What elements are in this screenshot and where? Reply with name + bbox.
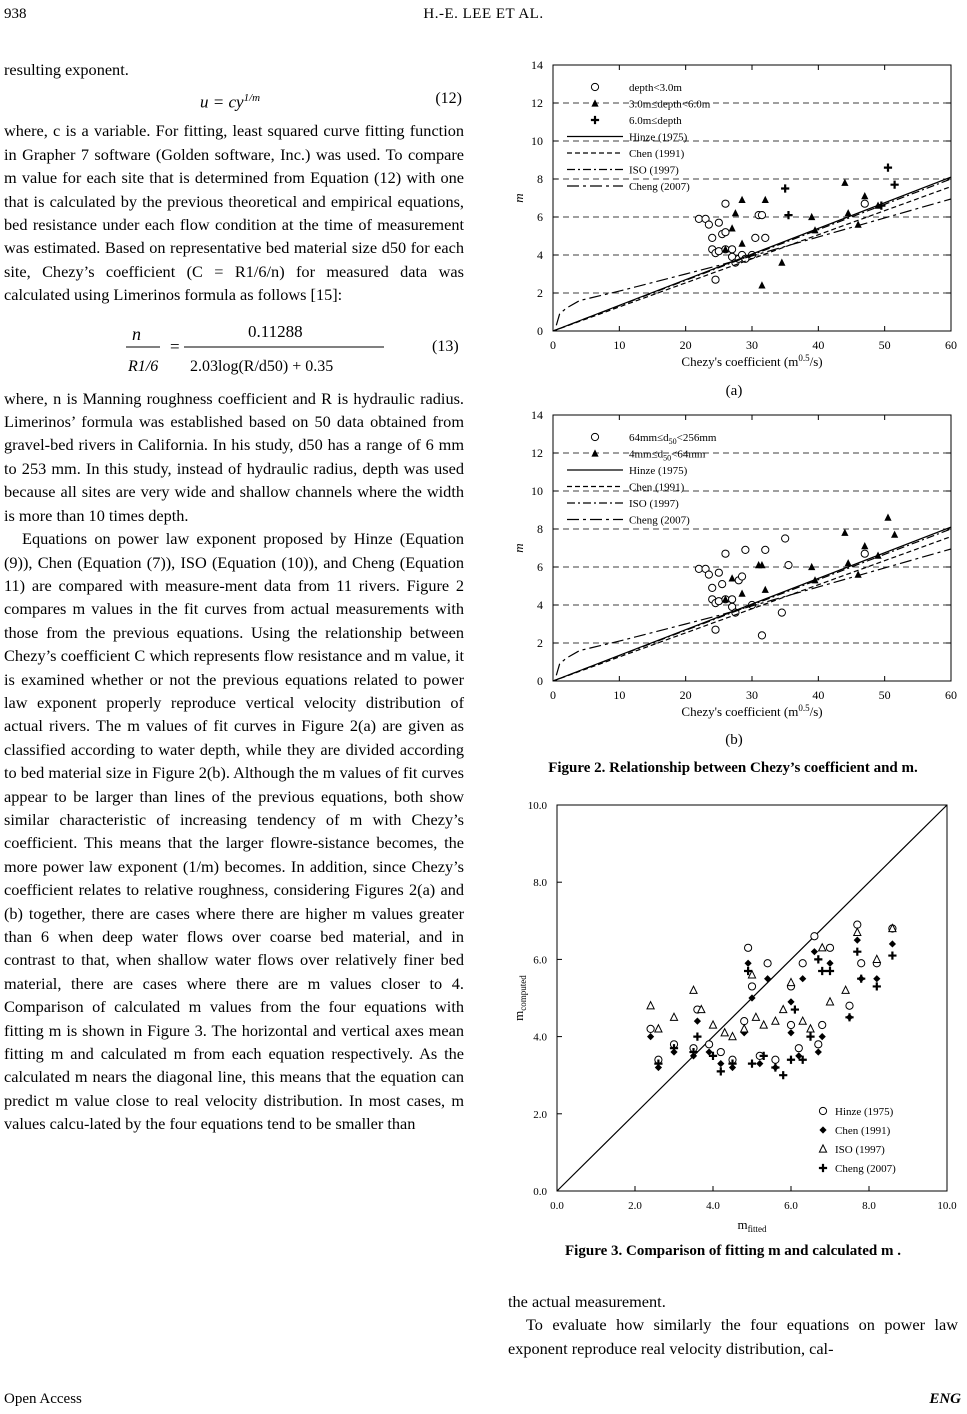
legend-label: Chen (1991)	[835, 1125, 891, 1137]
data-point	[705, 221, 712, 228]
data-point	[826, 998, 833, 1005]
x-tick-label: 10	[613, 338, 626, 352]
x-tick-label: 60	[945, 688, 957, 702]
paragraph-3: where, n is Manning roughness coefficient and R is hydraulic radius. Limerinos’ formula was established based on 50 data obtained from gravel-bed rivers in California. In his study, d50 has a range of 6 mm to 253 mm. In this study, instead of hydraulic radius, depth was used because all sites are very wide and shallow channels where the width is more than 10 times depth.	[4, 388, 464, 525]
data-point	[811, 948, 818, 955]
data-point	[772, 1017, 779, 1024]
eq13-num-right: 0.11288	[248, 321, 303, 341]
series-line	[553, 187, 951, 331]
data-point	[748, 983, 755, 990]
y-tick-label: 6.0	[533, 954, 547, 967]
data-point	[752, 1013, 759, 1020]
eq12-sup: 1/m	[243, 92, 261, 105]
data-point	[762, 234, 769, 241]
figure-2a-label: (a)	[725, 383, 743, 399]
data-point	[690, 986, 697, 993]
data-point	[729, 574, 736, 581]
data-point	[780, 1005, 787, 1012]
data-point	[808, 213, 815, 220]
running-title: H.-E. LEE ET AL.	[423, 6, 544, 22]
x-tick-label: 20	[679, 338, 692, 352]
data-point	[764, 960, 771, 967]
legend-symbol	[591, 433, 598, 440]
data-point	[741, 1025, 748, 1032]
x-tick-label: 30	[746, 688, 758, 702]
data-point	[715, 219, 722, 226]
eq12-lhs: u = cy	[200, 93, 244, 113]
legend-label: ISO (1997)	[629, 498, 679, 510]
data-point	[861, 550, 868, 557]
data-point	[791, 1005, 799, 1013]
data-point	[799, 960, 806, 967]
y-tick-label: 4.0	[533, 1031, 547, 1044]
data-point	[655, 1025, 662, 1032]
data-point	[738, 196, 745, 203]
paragraph-6: To evaluate how similarly the four equations on power law exponent reproduce real velocity distribution, cal-	[508, 1315, 958, 1358]
data-point	[732, 209, 739, 216]
data-point	[717, 1060, 724, 1067]
data-point	[719, 581, 726, 588]
series-line	[553, 537, 951, 681]
x-tick-label: 6.0	[784, 1200, 798, 1212]
page-number: 938	[4, 6, 27, 22]
legend	[567, 432, 717, 527]
data-point	[762, 586, 769, 593]
data-point	[729, 246, 736, 253]
right-column-text	[508, 1290, 958, 1360]
data-point	[795, 1052, 802, 1059]
data-point	[873, 955, 880, 962]
data-point	[845, 1013, 853, 1021]
y-tick-label: 2.0	[533, 1108, 547, 1121]
legend-symbol	[819, 1164, 827, 1172]
y-axis-label: m	[511, 543, 526, 553]
figure-3-chart	[505, 795, 965, 1235]
y-tick-label: 8	[537, 172, 543, 186]
eq13-den-right: 2.03log(R/d50) + 0.35	[190, 357, 334, 375]
legend-label: $64mm\le d_{50}<256mm$	[629, 432, 717, 446]
data-point	[705, 571, 712, 578]
data-point	[722, 550, 729, 557]
data-point	[807, 1025, 814, 1032]
data-point	[758, 281, 765, 288]
data-point	[814, 955, 822, 963]
data-point	[811, 933, 818, 940]
data-point	[647, 1033, 654, 1040]
data-point	[712, 276, 719, 283]
y-tick-label: 0	[537, 324, 543, 338]
eq12-number: (12)	[435, 90, 462, 108]
y-tick-label: 6	[537, 210, 543, 224]
data-point	[729, 596, 736, 603]
data-point	[884, 164, 892, 172]
data-point	[693, 1033, 701, 1041]
legend-label: $4mm\le d_{50}<64mm$	[629, 448, 706, 463]
eq13-equals: =	[170, 336, 180, 356]
data-point	[717, 1067, 725, 1075]
legend-label: ISO (1997)	[629, 164, 679, 177]
legend-symbol	[591, 116, 599, 124]
data-point	[889, 940, 896, 947]
y-tick-label: 0.0	[533, 1186, 547, 1198]
data-point	[717, 1048, 724, 1055]
data-point	[706, 1041, 713, 1048]
data-point	[738, 590, 745, 597]
footer-journal: ENG	[929, 1391, 961, 1407]
legend-label: Cheng (2007)	[629, 181, 690, 193]
y-tick-label: 12	[531, 96, 543, 110]
data-point	[722, 229, 729, 236]
data-point	[861, 200, 868, 207]
data-point	[891, 181, 899, 189]
x-tick-label: 2.0	[628, 1200, 642, 1212]
data-point	[845, 559, 852, 566]
data-point	[815, 1048, 822, 1055]
legend-symbol	[819, 1107, 826, 1114]
legend-symbol	[819, 1145, 826, 1152]
x-tick-label: 4.0	[706, 1200, 720, 1212]
data-point	[712, 626, 719, 633]
legend-symbol	[591, 83, 598, 90]
data-point	[787, 1021, 794, 1028]
legend	[819, 1106, 896, 1175]
data-point	[841, 179, 848, 186]
x-axis-label: $m_{fitted}$	[737, 1217, 767, 1234]
data-point	[706, 1048, 713, 1055]
x-tick-label: 10.0	[937, 1200, 957, 1212]
data-point	[742, 546, 749, 553]
data-point	[647, 1002, 654, 1009]
data-point	[738, 573, 745, 580]
data-point	[748, 1060, 756, 1068]
figure-2a-chart	[505, 55, 965, 375]
eq13-number: (13)	[432, 337, 459, 355]
data-point	[779, 1071, 787, 1079]
y-tick-label: 14	[531, 408, 543, 422]
data-point	[873, 975, 880, 982]
data-point	[806, 1033, 814, 1041]
data-point	[845, 209, 852, 216]
x-tick-label: 40	[812, 338, 825, 352]
x-tick-label: 60	[945, 338, 957, 352]
legend-label: Hinze (1975)	[629, 465, 688, 477]
data-point	[857, 975, 865, 983]
data-point	[745, 960, 752, 967]
y-tick-label: 12	[531, 446, 543, 460]
figure-2-caption: Figure 2. Relationship between Chezy’s coefficient and m.	[548, 760, 918, 776]
x-tick-label: 20	[679, 688, 692, 702]
x-tick-label: 30	[746, 338, 758, 352]
legend-symbol	[819, 1126, 826, 1133]
data-point	[715, 598, 722, 605]
data-point	[762, 546, 769, 553]
data-point	[781, 184, 789, 192]
x-tick-label: 10	[613, 688, 626, 702]
data-point	[808, 563, 815, 570]
data-point	[758, 212, 765, 219]
figure-2b-chart	[505, 405, 965, 725]
data-point	[778, 259, 785, 266]
paragraph-4: Equations on power law exponent proposed by Hinze (Equation (9)), Chen (Equation (7)), ISO (Equation (10)), and Cheng (Equation 11) are compared with measure-ment data from 11 rivers. Figure 2 compares m values in the fit curves from actual measurements with those from the previous equations. Using the relationship between Chezy’s coefficient C which represents flow resistance and m value, it is examined whether or not the previous equations related to power law exponent properly reproduce vertical velocity distribution of actual rivers. The m values of fit curves in Figure 2(a) are given as classified according to water depth, while they are divided according to bed material size in Figure 2(b). Although the m values of fit curves appear to be larger than lines of the previous equations, both show similar characteristic of increasing tendency of m with Chezy’s coefficient. This means that the larger flowre-sistance becomes, the more power law exponent (1/m) becomes. In addition, since Chezy’s coefficient relates to relative roughness, considering Figures 2(a) and (b) together, there are cases where there are higher m values greater than 6 when deep water flows over coarse bed material, and in contrast to that, when shallow water flows over relatively finer bed material, there are cases where there are m values closer to 4. Comparison of calculated m values from the four equations with fitting m is shown in Figure 3. The horizontal and vertical axes mean fitting m and calculated m from each equation respectively. As the calculated m nears the diagonal line, this means that the equation can predict m value close to real velocity distribution. In most cases, m values calcu-lated by the four equations tend to be smaller than	[4, 529, 464, 1134]
eq13-svg	[4, 307, 464, 387]
x-tick-label: 50	[878, 688, 891, 702]
y-tick-label: 2	[537, 286, 543, 300]
left-column	[4, 58, 464, 1136]
y-tick-label: 14	[531, 58, 543, 72]
data-point	[709, 584, 716, 591]
data-point	[861, 542, 868, 549]
y-tick-label: 10.0	[527, 800, 547, 812]
data-point	[695, 565, 702, 572]
data-point	[758, 632, 765, 639]
plot-area	[553, 514, 951, 682]
y-tick-label: 4	[537, 598, 543, 612]
legend-label: Hinze (1975)	[835, 1106, 894, 1118]
x-tick-label: 0	[550, 688, 556, 702]
data-point	[891, 531, 898, 538]
x-tick-label: 0.0	[550, 1200, 564, 1212]
data-point	[785, 562, 792, 569]
data-point	[764, 975, 771, 982]
legend-label: Chen (1991)	[629, 148, 685, 160]
data-point	[853, 948, 861, 956]
equation-12	[4, 81, 464, 119]
y-tick-label: 10	[531, 134, 543, 148]
data-point	[795, 1045, 802, 1052]
y-tick-label: 4	[537, 248, 543, 262]
data-point	[722, 200, 729, 207]
paragraph-5: the actual measurement.	[508, 1292, 666, 1311]
data-point	[884, 514, 891, 521]
figure-3-caption: Figure 3. Comparison of fitting m and calculated m .	[565, 1243, 901, 1259]
data-point	[729, 1033, 736, 1040]
data-point	[826, 960, 833, 967]
footer-open-access: Open Access	[4, 1391, 82, 1407]
legend-label: ISO (1997)	[835, 1144, 885, 1156]
data-point	[787, 998, 794, 1005]
data-point	[695, 215, 702, 222]
legend	[567, 82, 711, 193]
data-point	[738, 240, 745, 247]
data-point	[818, 967, 826, 975]
data-point	[861, 192, 868, 199]
data-point	[787, 1056, 795, 1064]
data-point	[858, 960, 865, 967]
data-point	[854, 928, 861, 935]
data-point	[873, 982, 881, 990]
x-tick-label: 0	[550, 338, 556, 352]
y-axis-label: $m_{computed}$	[511, 975, 528, 1021]
data-point	[782, 535, 789, 542]
y-axis-label: m	[511, 193, 526, 203]
data-point	[772, 1056, 779, 1063]
x-axis-label: Chezy's coefficient $(m^{0.5}/s)$	[681, 703, 823, 719]
eq13-num-left: n	[132, 323, 141, 344]
x-tick-label: 8.0	[862, 1200, 876, 1212]
data-point	[819, 1021, 826, 1028]
data-point	[670, 1013, 677, 1020]
data-point	[709, 234, 716, 241]
y-tick-label: 8	[537, 522, 543, 536]
data-point	[778, 609, 785, 616]
data-point	[841, 529, 848, 536]
data-point	[787, 1029, 794, 1036]
data-point	[709, 1021, 716, 1028]
x-tick-label: 40	[812, 688, 825, 702]
y-tick-label: 6	[537, 560, 543, 574]
data-point	[756, 1060, 763, 1067]
legend-label: depth<3.0m	[629, 82, 682, 94]
legend-label: Cheng (2007)	[835, 1163, 896, 1175]
plot-area	[553, 164, 951, 332]
data-point	[771, 1063, 779, 1071]
data-point	[819, 944, 826, 951]
data-point	[799, 975, 806, 982]
data-point	[745, 944, 752, 951]
y-tick-label: 10	[531, 484, 543, 498]
data-point	[752, 234, 759, 241]
legend-label: Chen (1991)	[629, 481, 685, 494]
data-point	[819, 1033, 826, 1040]
data-point	[787, 978, 794, 985]
data-point	[799, 1017, 806, 1024]
data-point	[760, 1021, 767, 1028]
x-axis-label: Chezy's coefficient $(m^{0.5}/s)$	[681, 353, 823, 369]
data-point	[826, 967, 834, 975]
data-point	[762, 196, 769, 203]
data-point	[729, 224, 736, 231]
data-point	[721, 1029, 728, 1036]
data-point	[715, 248, 722, 255]
legend-label: Cheng (2007)	[629, 514, 690, 527]
data-point	[842, 986, 849, 993]
legend-label: 3.0m≤depth<6.0m	[629, 98, 711, 111]
y-tick-label: 8.0	[533, 877, 547, 890]
data-point	[826, 944, 833, 951]
plot-frame	[553, 65, 951, 331]
data-point	[854, 937, 861, 944]
plot-frame	[553, 415, 951, 681]
equation-13	[4, 307, 464, 387]
paragraph-1: resulting exponent.	[4, 60, 129, 79]
data-point	[694, 1018, 701, 1025]
data-point	[715, 569, 722, 576]
y-tick-label: 0	[537, 674, 543, 688]
legend-label: Hinze (1975)	[629, 131, 688, 144]
data-point	[815, 1041, 822, 1048]
data-point	[846, 1002, 853, 1009]
y-tick-label: 2	[537, 636, 543, 650]
legend-label: 6.0m≤depth	[629, 115, 682, 127]
data-point	[784, 211, 792, 219]
paragraph-2: where, c is a variable. For fitting, least squared curve fitting function in Grapher 7 software (Golden software, Inc.) was used. To compare m value for each site that is determined from Equation (12) with one that is calculated by the previous theoretical and empirical equations, bed resistance under each flow condition at the time of measurement was estimated. Based on representative bed material size d50 for each site, Chezy’s coefficient (C = R1/6/n) for measured data was calculated using Limerinos formula as follows [15]:	[4, 121, 464, 305]
x-tick-label: 50	[878, 338, 891, 352]
eq13-den-left: R1/6	[128, 357, 159, 375]
figure-2b-label: (b)	[725, 732, 743, 748]
data-point	[647, 1025, 654, 1032]
data-point	[888, 951, 896, 959]
